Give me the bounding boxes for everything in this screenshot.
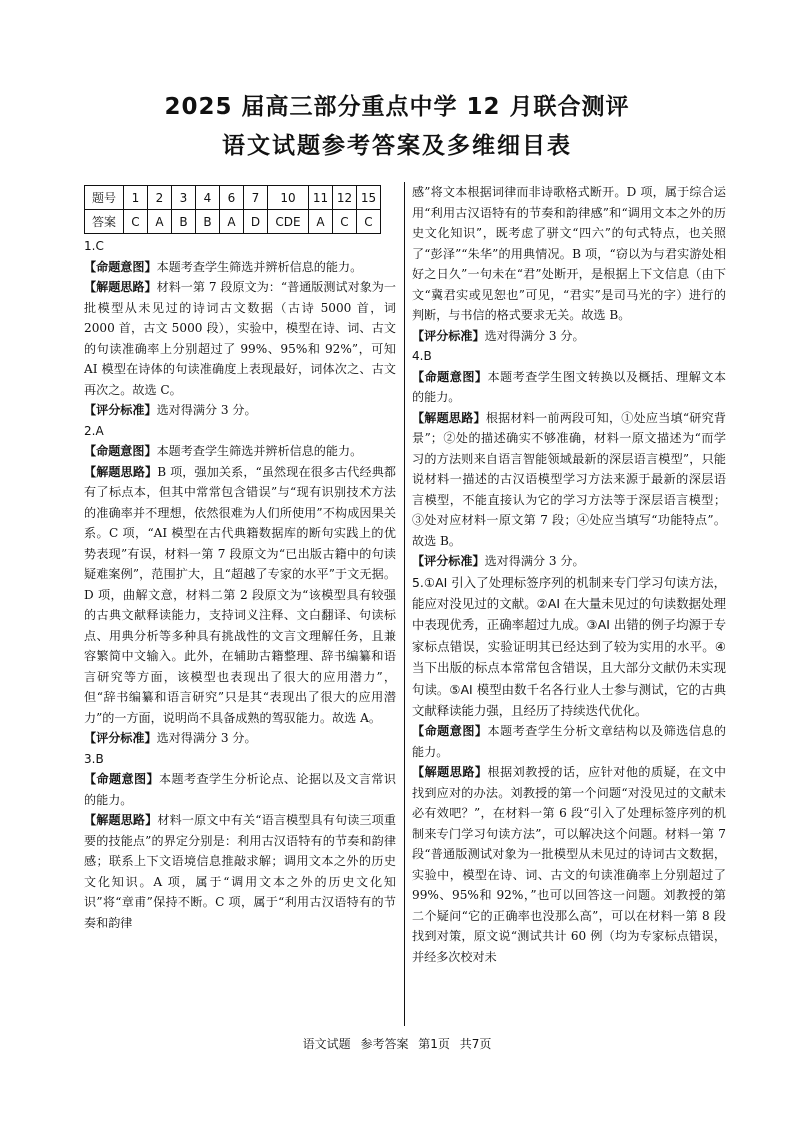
footer-subject: 语文试题: [302, 1037, 351, 1051]
thinking-tag: 【解题思路】: [412, 410, 486, 425]
intent-text: 本题考查学生分析文章结构以及筛选信息的能力。: [412, 724, 726, 759]
scoring-tag: 【评分标准】: [84, 731, 157, 745]
question-2-thinking: [84, 462, 396, 729]
question-1-thinking: [84, 277, 396, 400]
thinking-text: 根据材料一前两段可知，①处应当填“研究背景”；②处的描述确实不够准确，材料一原文描述为“而学习的方法则来自语言智能领域最新的深层语言模型”，只能说材料一描述的古汉语模型学习方法来源于最新的深层语言模型，不能直接认为它的学习方法等于深层语言模型；③处对应材料一原文第 7 段；④处应当填写“功能特点”。故选 B。: [412, 410, 726, 548]
answer-cell: B: [196, 210, 220, 234]
intent-text: 本题考查学生分析论点、论据以及文言常识的能力。: [84, 772, 396, 807]
answer-table-number-row: [85, 186, 381, 210]
answer-table-header: 题号: [85, 186, 124, 210]
intent-tag: 【命题意图】: [84, 772, 159, 786]
page-footer: [0, 1035, 794, 1052]
question-number: 10: [268, 186, 309, 210]
thinking-tag: 【解题思路】: [412, 765, 488, 780]
answer-cell: B: [172, 210, 196, 234]
question-3-number: 3.B: [84, 751, 104, 766]
answer-cell: C: [357, 210, 381, 234]
scoring-tag: 【评分标准】: [412, 328, 485, 343]
scoring-text: 选对得满分 3 分。: [156, 403, 257, 417]
question-4-scoring: [412, 551, 726, 572]
question-5-points: ①AI 引入了处理标签序列的机制来专门学习句读方法，能应对没见过的文献。②AI 在大量未见过的句读数据处理中表现优秀，正确率超过九成。③AI 出错的例子均源于专家标点错误，实验证明其已经达到了较为实用的水平。④当下出版的标点本常常包含错误，且大部分文献仍未实现句读。⑤AI 模型由数千名各行业人士参与测试，它的古典文献释读能力强，且经历了持续迭代优化。: [412, 574, 726, 718]
scoring-text: 选对得满分 3 分。: [156, 731, 257, 745]
left-column: [84, 236, 396, 933]
answer-table: [84, 185, 381, 234]
intent-text: 本题考查学生图文转换以及概括、理解文本的能力。: [412, 369, 726, 404]
document-subtitle: 语文试题参考答案及多维细目表: [222, 133, 572, 159]
question-1-number: 1.C: [84, 239, 104, 253]
thinking-text: 材料一第 7 段原文为：“普通版测试对象为一批模型从未见过的诗词古文数据（古诗 5000 首，词 2000 首，古文 5000 段），实验中，模型在诗、词、古文的句读准确率上分别超过了 99%、95%和 92%”，可知 AI 模型在诗体的句读准确度上表现最好，词体次之、古文再次之。故选 C。: [84, 280, 396, 397]
question-number: 11: [309, 186, 333, 210]
answer-table-header: 答案: [85, 210, 124, 234]
scoring-tag: 【评分标准】: [412, 554, 485, 568]
question-2-scoring: [84, 728, 396, 749]
question-number: 6: [220, 186, 244, 210]
intent-tag: 【命题意图】: [412, 724, 488, 739]
thinking-tag: 【解题思路】: [84, 813, 158, 827]
question-5-thinking: [412, 762, 726, 967]
footer-page-number: 第1页: [418, 1037, 450, 1051]
column-divider: [404, 182, 405, 1026]
intent-tag: 【命题意图】: [84, 444, 157, 458]
answer-cell: A: [220, 210, 244, 234]
footer-total-pages: 共7页: [459, 1037, 492, 1051]
question-number: 1: [124, 186, 148, 210]
intent-text: 本题考查学生筛选并辨析信息的能力。: [156, 444, 363, 458]
question-4-intent: [412, 367, 726, 408]
thinking-tag: 【解题思路】: [84, 280, 157, 294]
question-5-intent: [412, 721, 726, 762]
thinking-text: B 项，强加关系，“虽然现在很多古代经典都有了标点本，但其中常常包含错误”与“现有识别技术方法的准确率并不理想，依然很难为人们所使用”不构成因果关系。C 项，“AI 模型在古代典籍数据库的断句实践上的优势表现”有误，材料一第 7 段原文为“已出版古籍中的句读疑难案例”，范围扩大，且“超越了专家的水平”于文无据。D 项，曲解文意，材料二第 2 段原文为“该模型具有较强的古典文献释读能力，支持词义注释、文白翻译、句读标点、用典分析等多种具有挑战性的文言文理解任务，且兼容繁简中文输入。此外，在辅助古籍整理、辞书编纂和语言研究等方面，该模型也表现出了很大的应用潜力”，但“辞书编纂和语言研究”只是其“表现出了很大的应用潜力”的一方面，说明尚不具备成熟的驾驭能力。故选 A。: [84, 464, 396, 725]
thinking-tag: 【解题思路】: [84, 464, 158, 479]
question-3-intent: [84, 769, 396, 810]
scoring-text: 选对得满分 3 分。: [484, 328, 585, 343]
answer-cell: CDE: [268, 210, 309, 234]
answer-cell: D: [244, 210, 268, 234]
question-2-number: 2.A: [84, 423, 104, 438]
question-3-thinking-continued: 感”将文本根据词律而非诗歌格式断开。D 项，属于综合运用“利用古汉语特有的节奏和韵律感”和“调用文本之外的历史文化知识”，既考虑了骈文“四六”的句式特点，也关照了“彭泽”“朱华”的用典情况。B 项，“窃以为与君实游处相好之日久”一句未在“君”处断开，是根据上下文信息（由下文“冀君实或见恕也”可见，“君实”是司马光的字）进行的判断，与书信的格式要求无关。故选 B。: [412, 185, 726, 322]
thinking-text: 材料一原文中有关“语言模型具有句读三项重要的技能点”的界定分别是：利用古汉语特有的节奏和韵律感；联系上下文语境信息推敲求解；调用文本之外的历史文化知识。A 项，属于“调用文本之外的历史文化知识”将“章甫”保持不断。C 项，属于“利用古汉语特有的节奏和韵律: [84, 813, 396, 930]
question-number: 7: [244, 186, 268, 210]
question-4-number: 4.B: [412, 349, 432, 363]
scoring-text: 选对得满分 3 分。: [484, 554, 585, 568]
question-1-scoring: [84, 400, 396, 421]
answer-table-answer-row: [85, 210, 381, 234]
question-number: 12: [333, 186, 357, 210]
question-2-intent: [84, 441, 396, 462]
intent-text: 本题考查学生筛选并辨析信息的能力。: [156, 259, 363, 274]
scoring-tag: 【评分标准】: [84, 403, 157, 417]
question-5-number: 5.: [412, 574, 424, 590]
question-number: 15: [357, 186, 381, 210]
answer-cell: C: [124, 210, 148, 234]
answer-cell: A: [309, 210, 333, 234]
question-3-scoring: [412, 326, 726, 347]
question-number: 4: [196, 186, 220, 210]
right-column: [412, 182, 726, 967]
question-5-answer: [412, 572, 726, 722]
question-4-thinking: [412, 408, 726, 552]
question-1-intent: [84, 257, 396, 278]
thinking-text: 根据刘教授的话，应针对他的质疑，在文中找到应对的办法。刘教授的第一个问题“对没见过的文献未必有效吧？”，在材料一第 6 段“引入了处理标签序列的机制来专门学习句读方法”，可以解决这个问题。材料一第 7 段“普通版测试对象为一批模型从未见过的诗词古文数据，实验中，模型在诗、词、古文的句读准确率上分别超过了 99%、95%和 92%，”也可以回答这一问题。刘教授的第二个疑问“它的正确率也没那么高”，可以在材料一第 8 段找到对策，原文说“测试共计 60 例（均为专家标点错误，并经多次校对未: [412, 765, 726, 964]
footer-doc-type: 参考答案: [360, 1037, 409, 1051]
answer-cell: A: [148, 210, 172, 234]
intent-tag: 【命题意图】: [84, 259, 157, 274]
answer-cell: C: [333, 210, 357, 234]
question-3-thinking: [84, 810, 396, 933]
question-number: 2: [148, 186, 172, 210]
intent-tag: 【命题意图】: [412, 369, 488, 384]
document-title: 2025 届高三部分重点中学 12 月联合测评: [164, 94, 630, 120]
question-number: 3: [172, 186, 196, 210]
